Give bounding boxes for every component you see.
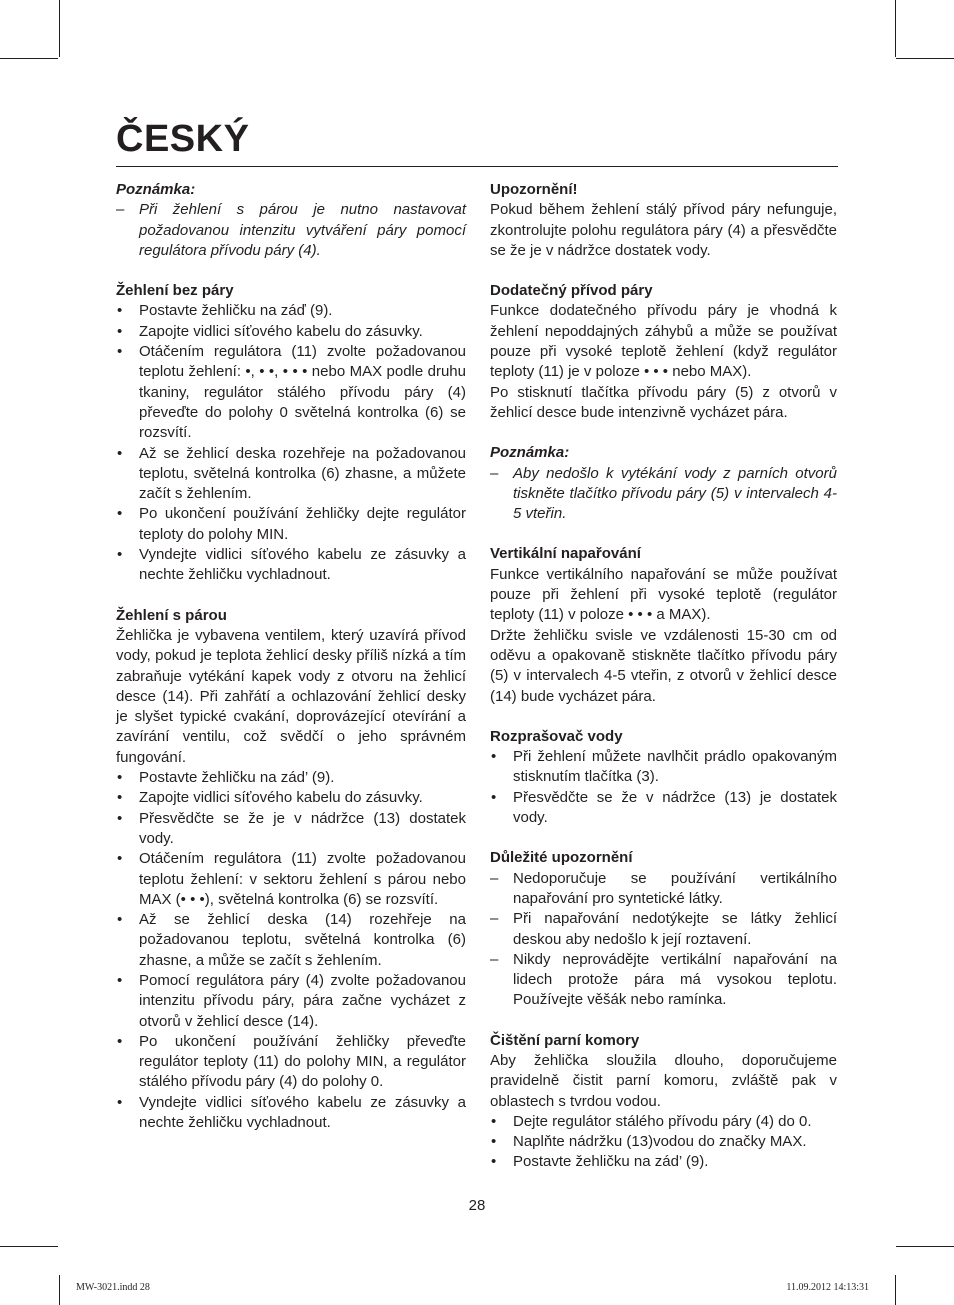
dash-mark: – xyxy=(490,950,499,968)
dash-list xyxy=(490,869,837,1011)
bullet-mark: • xyxy=(117,505,123,523)
bullet-mark: • xyxy=(117,546,123,564)
bullet-mark: • xyxy=(491,1112,497,1130)
section-paragraph: Funkce dodatečného přívodu páry je vhodná k žehlení nepoddajných záhybů a může se používat pouze při vysoké teplotě žehlení (když regulátor teploty (11) je v poloze • • • nebo MAX). xyxy=(490,302,837,381)
bullet-list xyxy=(490,1112,837,1173)
water-sprayer-section xyxy=(490,727,837,828)
bullet-item xyxy=(490,1152,837,1172)
page-number: 28 xyxy=(468,1197,486,1214)
bullet-mark: • xyxy=(117,850,123,868)
crop-mark xyxy=(895,1275,896,1305)
note-heading: Poznámka: xyxy=(116,181,196,198)
bullet-item xyxy=(490,1132,837,1152)
note-list xyxy=(490,464,837,525)
crop-mark xyxy=(0,1246,58,1247)
bullet-list xyxy=(116,768,466,1133)
item-text: Zapojte vidlici síťového kabelu do zásuvky. xyxy=(139,789,423,807)
ironing-with-steam-section xyxy=(116,606,466,1134)
dash-item xyxy=(490,464,837,525)
item-text: Při žehlení můžete navlhčit prádlo opakovaným stisknutím tlačítka (3). xyxy=(513,748,837,786)
bullet-mark: • xyxy=(117,444,123,462)
bullet-mark: • xyxy=(117,302,123,320)
extra-steam-section xyxy=(490,281,837,423)
section-heading: Upozornění! xyxy=(490,181,578,198)
section-heading: Žehlení s párou xyxy=(116,606,227,624)
bullet-mark: • xyxy=(117,911,123,929)
item-text: Naplňte nádržku (13)vodou do značky MAX. xyxy=(513,1133,807,1151)
crop-mark xyxy=(59,1275,60,1305)
bullet-item xyxy=(490,747,837,788)
item-text: Při žehlení s párou je nutno nastavovat požadovanou intenzitu vytváření páry pomocí regulátora přívodu páry (4). xyxy=(139,201,466,259)
bullet-item xyxy=(116,545,466,586)
bullet-mark: • xyxy=(491,1153,497,1171)
bullet-item xyxy=(116,910,466,971)
bullet-mark: • xyxy=(117,343,123,361)
footer-filename: MW-3021.indd 28 xyxy=(76,1282,150,1293)
crop-mark xyxy=(895,0,896,57)
important-warning-section xyxy=(490,848,837,1010)
bullet-item xyxy=(116,768,466,788)
bullet-mark: • xyxy=(491,748,497,766)
bullet-mark: • xyxy=(117,789,123,807)
bullet-item xyxy=(116,1032,466,1093)
bullet-mark: • xyxy=(117,769,123,787)
dash-item xyxy=(490,869,837,910)
section-heading: Čištění parní komory xyxy=(490,1031,640,1049)
footer-timestamp: 11.09.2012 14:13:31 xyxy=(786,1282,869,1293)
item-text: Zapojte vidlici síťového kabelu do zásuvky. xyxy=(139,322,423,340)
item-text: Až se žehlicí deska rozehřeje na požadovanou teplotu, světelná kontrolka (6) zhasne, a můžete začít s žehlením. xyxy=(139,444,466,503)
item-text: Přesvědčte se že je v nádržce (13) dostatek vody. xyxy=(139,809,466,847)
note-section xyxy=(116,180,466,261)
bullet-item xyxy=(116,322,466,342)
note-section xyxy=(490,443,837,524)
note-list xyxy=(116,200,466,261)
bullet-list xyxy=(490,747,837,828)
ironing-without-steam-section xyxy=(116,281,466,585)
title-rule xyxy=(116,166,838,167)
item-text: Po ukončení používání žehličky převeďte regulátor teploty (11) do polohy MIN, a regulátor stálého přívodu páry (4) do polohy 0. xyxy=(139,1032,466,1091)
bullet-mark: • xyxy=(491,788,497,806)
section-heading: Dodatečný přívod páry xyxy=(490,282,653,300)
item-text: Nedoporučuje se používání vertikálního napařování pro syntetické látky. xyxy=(513,869,837,907)
note-heading: Poznámka: xyxy=(490,444,570,462)
bullet-item xyxy=(116,971,466,1032)
section-paragraph: Pokud během žehlení stálý přívod páry nefunguje, zkontrolujte polohu regulátora páry (4) a přesvědčte se že je v nádržce dostatek vody. xyxy=(490,201,837,259)
bullet-mark: • xyxy=(117,1032,123,1050)
section-heading: Žehlení bez páry xyxy=(116,282,234,300)
section-paragraph: Funkce vertikálního napařování se může používat pouze při žehlení při vysoké teplotě (regulátor teploty (11) v poloze • • • a MAX). xyxy=(490,565,837,624)
section-heading: Důležité upozornění xyxy=(490,849,633,867)
bullet-mark: • xyxy=(117,971,123,989)
item-text: Vyndejte vidlici síťového kabelu ze zásuvky a nechte žehličku vychladnout. xyxy=(139,546,466,584)
bullet-item xyxy=(116,849,466,910)
item-text: Pomocí regulátora páry (4) zvolte požadovanou intenzitu přívodu páry, pára začne vycházet z otvorů v žehlicí desce (14). xyxy=(139,971,466,1030)
left-column xyxy=(116,180,466,1153)
item-text: Aby nedošlo k vytékání vody z parních otvorů tiskněte tlačítko přívodu páry (5) v intervalech 4-5 vteřin. xyxy=(513,464,837,523)
bullet-item xyxy=(116,504,466,545)
bullet-item xyxy=(116,788,466,808)
bullet-mark: • xyxy=(117,322,123,340)
crop-mark xyxy=(59,0,60,57)
section-paragraph: Po stisknutí tlačítka přívodu páry (5) z otvorů v žehlicí desce bude intenzivně vycházet pára. xyxy=(490,383,837,421)
item-text: Po ukončení používání žehličky dejte regulátor teploty do polohy MIN. xyxy=(139,505,466,543)
section-heading: Vertikální napařování xyxy=(490,545,641,563)
item-text: Až se žehlicí deska (14) rozehřeje na požadovanou teplotu, světelná kontrolka (6) zhasne, a může se začít s žehlením. xyxy=(139,911,466,969)
vertical-steaming-section xyxy=(490,544,837,706)
dash-item xyxy=(490,909,837,950)
item-text: Otáčením regulátora (11) zvolte požadovanou teplotu žehlení: v sektoru žehlení s párou nebo MAX (• • •), světelná kontrolka (6) se rozsvítí. xyxy=(139,850,466,908)
item-text: Postavte žehličku na zád’ (9). xyxy=(139,769,335,787)
section-heading: Rozprašovač vody xyxy=(490,727,623,745)
page-title: ČESKÝ xyxy=(116,118,250,160)
bullet-item xyxy=(490,788,837,829)
dash-mark: – xyxy=(490,910,499,928)
dash-item xyxy=(490,950,837,1011)
bullet-item xyxy=(116,301,466,321)
crop-mark xyxy=(896,58,954,59)
item-text: Vyndejte vidlici síťového kabelu ze zásuvky a nechte žehličku vychladnout. xyxy=(139,1093,466,1132)
item-text: Dejte regulátor stálého přívodu páry (4) do 0. xyxy=(513,1112,812,1130)
section-paragraph: Aby žehlička sloužila dlouho, doporučujeme pravidelně čistit parní komoru, zvláště pak v oblastech s tvrdou vodou. xyxy=(490,1051,837,1110)
section-paragraph: Žehlička je vybavena ventilem, který uzavírá přívod vody, pokud je teplota žehlicí desky příliš nízká a tím zabraňuje vytékání kapek vody z otvoru na žehlicí desce (14). Při zahřátí a ochlazování žehlicí desky je slyšet typické cvakání, doprovázející otevírání a zavírání ventilu, což svědčí o jeho správném fungování. xyxy=(116,626,466,766)
item-text: Otáčením regulátora (11) zvolte požadovanou teplotu žehlení: •, • •, • • • nebo MAX podle druhu tkaniny, regulátor stálého přívodu páry (4) převeďte do polohy 0 světelná kontrolka (6) se rozsvítí. xyxy=(139,343,466,442)
dash-mark: – xyxy=(490,869,499,887)
bullet-mark: • xyxy=(491,1133,497,1151)
item-text: Při napařování nedotýkejte se látky žehlicí deskou aby nedošlo k její roztavení. xyxy=(513,910,837,948)
dash-item xyxy=(116,200,466,261)
right-column xyxy=(490,180,837,1193)
item-text: Postavte žehličku na zád’ (9). xyxy=(513,1153,709,1171)
bullet-list xyxy=(116,301,466,585)
section-paragraph: Držte žehličku svisle ve vzdálenosti 15-30 cm od oděvu a opakovaně stiskněte tlačítko přívodu páry (5) v intervalech 4-5 vteřin, z otvorů v žehlicí desce (14) bude vycházet pára. xyxy=(490,626,837,705)
dash-mark: – xyxy=(490,464,499,482)
bullet-item xyxy=(116,809,466,850)
warning-section xyxy=(490,180,837,261)
dash-mark: – xyxy=(116,201,125,219)
bullet-item xyxy=(490,1112,837,1132)
steam-chamber-cleaning-section xyxy=(490,1031,837,1173)
item-text: Postavte žehličku na záď (9). xyxy=(139,302,333,320)
crop-mark xyxy=(896,1246,954,1247)
crop-mark xyxy=(0,58,58,59)
bullet-item xyxy=(116,342,466,443)
bullet-item xyxy=(116,444,466,505)
bullet-item xyxy=(116,1093,466,1134)
bullet-mark: • xyxy=(117,1093,123,1111)
item-text: Přesvědčte se že v nádržce (13) je dostatek vody. xyxy=(513,788,837,827)
item-text: Nikdy neprovádějte vertikální napařování na lidech protože pára má vysokou teplotu. Používejte věšák nebo ramínka. xyxy=(513,950,837,1009)
bullet-mark: • xyxy=(117,809,123,827)
